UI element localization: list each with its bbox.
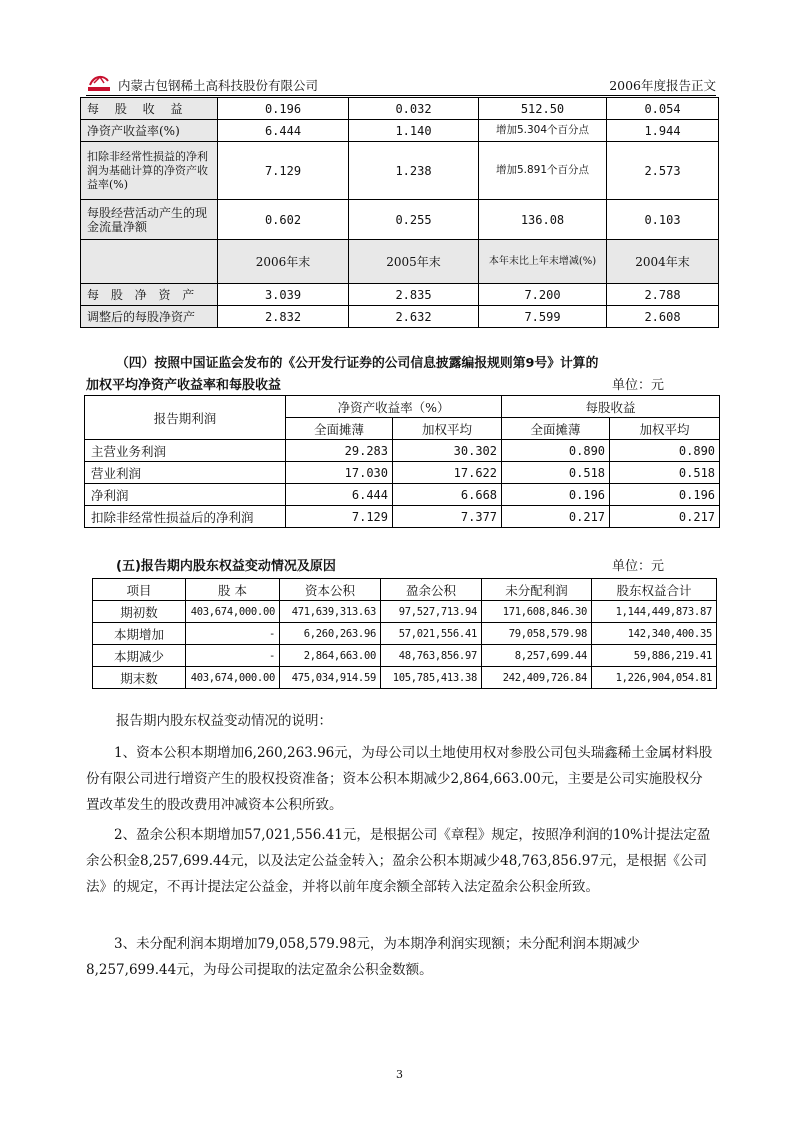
- cell: 1,144,449,873.87: [592, 601, 717, 623]
- column-header: 项目: [93, 579, 186, 601]
- column-header: 盈余公积: [381, 579, 482, 601]
- column-header: 每股收益: [502, 396, 720, 418]
- table-row: [81, 284, 719, 306]
- table-row: [93, 645, 717, 667]
- cell: 2.835: [349, 284, 479, 306]
- section4-title: （四）按照中国证监会发布的《公开发行证券的公司信息披露编报规则第9号》计算的: [116, 356, 599, 371]
- cell: 136.08: [479, 200, 607, 240]
- cell: -: [186, 645, 280, 667]
- table-row: [81, 142, 719, 200]
- cell: 7.377: [393, 506, 502, 528]
- page-number: 3: [396, 1068, 403, 1081]
- table-row: [85, 440, 720, 462]
- cell: 0.196: [218, 98, 349, 120]
- cell: 0.602: [218, 200, 349, 240]
- cell: 403,674,000.00: [186, 667, 280, 689]
- financial-indicators-table: [80, 97, 719, 328]
- row-label: 调整后的每股净资产: [81, 306, 218, 328]
- row-label: 期末数: [93, 667, 186, 689]
- column-header: 全面摊薄: [286, 418, 393, 440]
- cell: 6,260,263.96: [280, 623, 381, 645]
- equity-changes-table: [92, 578, 717, 689]
- section5-title: (五)报告期内股东权益变动情况及原因: [116, 559, 336, 574]
- notes-paragraph-3: 3、未分配利润本期增加79,058,579.98元，为本期净利润实现额；未分配利润本期减少8,257,699.44元，为母公司提取的法定盈余公积金数额。: [86, 936, 640, 978]
- table-row: [85, 506, 720, 528]
- cell: 475,034,914.59: [280, 667, 381, 689]
- cell: 1.140: [349, 120, 479, 142]
- cell: 512.50: [479, 98, 607, 120]
- cell: 7.200: [479, 284, 607, 306]
- empty-cell: [81, 240, 218, 284]
- cell: 1,226,904,054.81: [592, 667, 717, 689]
- table-row: [81, 306, 719, 328]
- cell: 0.255: [349, 200, 479, 240]
- cell: 403,674,000.00: [186, 601, 280, 623]
- company-logo-icon: [86, 73, 112, 93]
- cell: 17.622: [393, 462, 502, 484]
- column-header: 加权平均: [610, 418, 720, 440]
- table-row: [85, 462, 720, 484]
- notes-paragraph-1: 1、资本公积本期增加6,260,263.96元，为母公司以土地使用权对参股公司包头瑞鑫稀土金属材料股份有限公司进行增资产生的股权投资准备；资本公积本期减少2,864,663.00元，主要是公司实施股权分置改革发生的股改费用冲减资本公积所致。: [86, 745, 713, 813]
- cell: 0.890: [502, 440, 610, 462]
- column-header: 2004年末: [607, 240, 719, 284]
- cell: 242,409,726.84: [482, 667, 592, 689]
- cell: 0.054: [607, 98, 719, 120]
- column-header: 股东权益合计: [592, 579, 717, 601]
- section5-unit: 单位：元: [612, 559, 665, 574]
- table-header-row: [81, 240, 719, 284]
- table-row: [81, 200, 719, 240]
- cell: 2.632: [349, 306, 479, 328]
- cell: 57,021,556.41: [381, 623, 482, 645]
- cell: 17.030: [286, 462, 393, 484]
- cell: 7.599: [479, 306, 607, 328]
- row-label: 主营业务利润: [85, 440, 286, 462]
- cell: 48,763,856.97: [381, 645, 482, 667]
- notes-paragraph-2: 2、盈余公积本期增加57,021,556.41元，是根据公司《章程》规定，按照净利润的10%计提法定盈余公积金8,257,699.44元，以及法定公益金转入；盈余公积本期减少48,763,856.97元，是根据《公司法》的规定，不再计提法定公益金，并将以前年度余额全部转入法定盈余公积金所致。: [86, 827, 711, 895]
- table-row: [81, 120, 719, 142]
- cell: 0.518: [610, 462, 720, 484]
- cell: 2.832: [218, 306, 349, 328]
- cell: 2.608: [607, 306, 719, 328]
- cell: 0.518: [502, 462, 610, 484]
- cell: 142,340,400.35: [592, 623, 717, 645]
- cell: 7.129: [286, 506, 393, 528]
- section4-title-line2: 加权平均净资产收益率和每股收益: [86, 378, 282, 393]
- cell: 0.103: [607, 200, 719, 240]
- row-label: 扣除非经常性损益后的净利润: [85, 506, 286, 528]
- cell: 0.890: [610, 440, 720, 462]
- cell: 171,608,846.30: [482, 601, 592, 623]
- row-label: 每 股 收 益: [81, 98, 218, 120]
- cell: 30.302: [393, 440, 502, 462]
- cell: 增加5.891个百分点: [479, 142, 607, 200]
- cell: 3.039: [218, 284, 349, 306]
- cell: 471,639,313.63: [280, 601, 381, 623]
- cell: 1.944: [607, 120, 719, 142]
- cell: 105,785,413.38: [381, 667, 482, 689]
- column-header: 净资产收益率（%）: [286, 396, 502, 418]
- row-label: 本期减少: [93, 645, 186, 667]
- cell: 59,886,219.41: [592, 645, 717, 667]
- row-label: 扣除非经常性损益的净利润为基础计算的净资产收益率(%): [81, 142, 218, 200]
- row-label: 每股经营活动产生的现金流量净额: [81, 200, 218, 240]
- column-header: 本年末比上年末增减(%): [479, 240, 607, 284]
- cell: 2.788: [607, 284, 719, 306]
- column-header: 2006年末: [218, 240, 349, 284]
- cell: 增加5.304个百分点: [479, 120, 607, 142]
- column-header: 股 本: [186, 579, 280, 601]
- cell: 6.668: [393, 484, 502, 506]
- cell: 2.573: [607, 142, 719, 200]
- page-header: [86, 73, 716, 96]
- table-row: [93, 623, 717, 645]
- row-label: 营业利润: [85, 462, 286, 484]
- cell: -: [186, 623, 280, 645]
- column-header: 资本公积: [280, 579, 381, 601]
- cell: 79,058,579.98: [482, 623, 592, 645]
- report-title: 2006年度报告正文: [609, 78, 716, 93]
- table-row: [93, 667, 717, 689]
- cell: 0.032: [349, 98, 479, 120]
- cell: 2,864,663.00: [280, 645, 381, 667]
- row-label: 净资产收益率(%): [81, 120, 218, 142]
- column-header: 2005年末: [349, 240, 479, 284]
- eps-roe-table: [84, 395, 720, 528]
- cell: 7.129: [218, 142, 349, 200]
- cell: 0.217: [502, 506, 610, 528]
- section4-unit: 单位：元: [612, 378, 665, 393]
- cell: 8,257,699.44: [482, 645, 592, 667]
- column-header: 未分配利润: [482, 579, 592, 601]
- table-header-row: [93, 579, 717, 601]
- column-header: 加权平均: [393, 418, 502, 440]
- row-label: 净利润: [85, 484, 286, 506]
- notes-intro: 报告期内股东权益变动情况的说明：: [116, 713, 332, 729]
- table-header-row: [85, 396, 720, 418]
- cell: 97,527,713.94: [381, 601, 482, 623]
- row-label: 每 股 净 资 产: [81, 284, 218, 306]
- company-name: 内蒙古包钢稀土高科技股份有限公司: [118, 78, 319, 93]
- cell: 0.217: [610, 506, 720, 528]
- cell: 0.196: [610, 484, 720, 506]
- table-row: [93, 601, 717, 623]
- table-row: [81, 98, 719, 120]
- row-label: 期初数: [93, 601, 186, 623]
- cell: 1.238: [349, 142, 479, 200]
- table-row: [85, 484, 720, 506]
- cell: 0.196: [502, 484, 610, 506]
- cell: 6.444: [218, 120, 349, 142]
- column-header: 全面摊薄: [502, 418, 610, 440]
- cell: 29.283: [286, 440, 393, 462]
- row-label: 本期增加: [93, 623, 186, 645]
- column-header: 报告期利润: [85, 396, 286, 440]
- cell: 6.444: [286, 484, 393, 506]
